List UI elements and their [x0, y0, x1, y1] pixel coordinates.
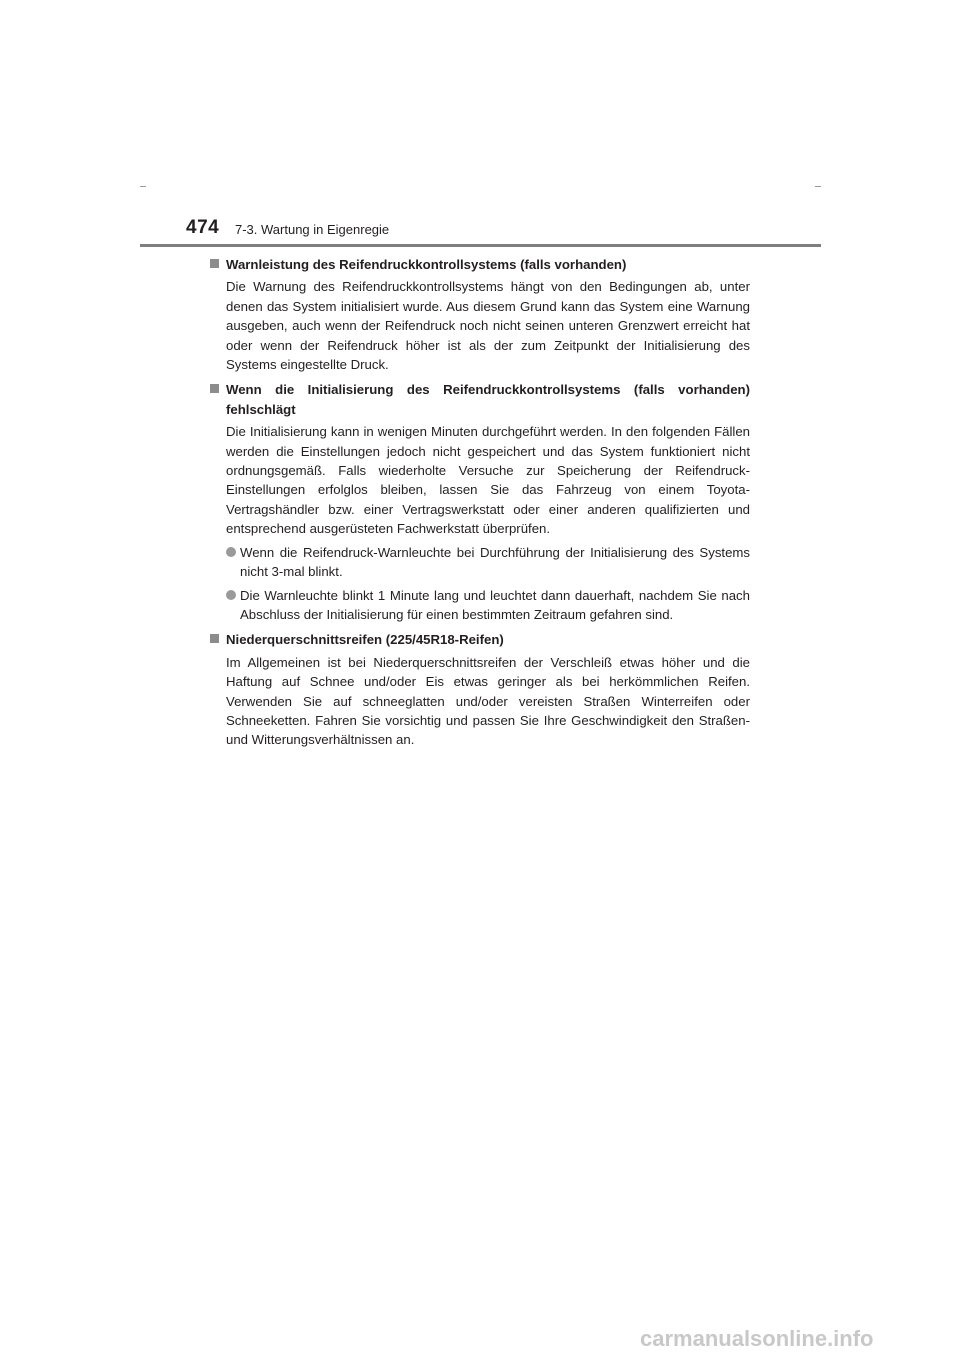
crop-mark-right [815, 186, 821, 187]
page-content [210, 255, 750, 756]
list-item: Die Warnleuchte blinkt 1 Minute lang und leuchtet dann dauerhaft, nachdem Sie nach Abschluss der Initialisierung für einen bestimmten Zeitraum gefahren sind. [226, 586, 750, 625]
section-heading: Wenn die Initialisierung des Reifendruckkontrollsystems (falls vorhanden) fehlschlägt [210, 380, 750, 419]
section-paragraph: Die Warnung des Reifendruckkontrollsystems hängt von den Bedingungen ab, unter denen das System initialisiert wurde. Aus diesem Grund kann das System eine Warnung ausgeben, auch wenn der Reifendruck noch nicht seinen unteren Grenzwert erreicht hat oder wenn der Reifendruck höher ist als der zum Zeitpunkt der Initialisierung des Systems eingestellte Druck. [226, 279, 750, 373]
section-tpms-warning [210, 255, 750, 374]
section-paragraph: Die Initialisierung kann in wenigen Minuten durchgeführt werden. In den folgenden Fällen werden die Einstellungen jedoch nicht gespeichert und das System funktioniert nicht ordnungsgemäß. Falls wiederholte Versuche zur Speicherung der Reifendruck-Einstellungen erfolglos bleiben, lassen Sie das Fahrzeug von einem Toyota-Vertragshändler bzw. einer Vertragswerkstatt oder einer anderen qualifizierten und entsprechend ausgerüsteten Fachwerkstatt überprüfen. [226, 424, 750, 537]
section-tpms-init-failure [210, 380, 750, 624]
crop-mark-left [140, 186, 146, 187]
list-item: Wenn die Reifendruck-Warnleuchte bei Durchführung der Initialisierung des Systems nicht 3-mal blinkt. [226, 543, 750, 582]
square-bullet-icon [210, 630, 226, 649]
round-bullet-icon [226, 586, 240, 625]
section-paragraph: Im Allgemeinen ist bei Niederquerschnittsreifen der Verschleiß etwas höher und die Haftung auf Schnee und/oder Eis etwas geringer als bei herkömmlichen Reifen. Verwenden Sie auf schneeglatten und/oder vereisten Straßen Winterreifen oder Schneeketten. Fahren Sie vorsichtig und passen Sie Ihre Geschwindigkeit den Straßen- und Witterungsverhältnissen an. [226, 654, 750, 748]
section-title: 7-3. Wartung in Eigenregie [235, 222, 390, 237]
page-number: 474 [186, 217, 220, 238]
section-heading: Niederquerschnittsreifen (225/45R18-Reifen) [210, 630, 750, 649]
header-rule [140, 244, 821, 247]
round-bullet-icon [226, 543, 240, 582]
watermark-logo: carmanualsonline.info [640, 1326, 874, 1351]
square-bullet-icon [210, 380, 226, 419]
section-low-profile-tires [210, 630, 750, 749]
section-heading: Warnleistung des Reifendruckkontrollsystems (falls vorhanden) [210, 255, 750, 274]
page-header [140, 213, 821, 247]
square-bullet-icon [210, 255, 226, 274]
